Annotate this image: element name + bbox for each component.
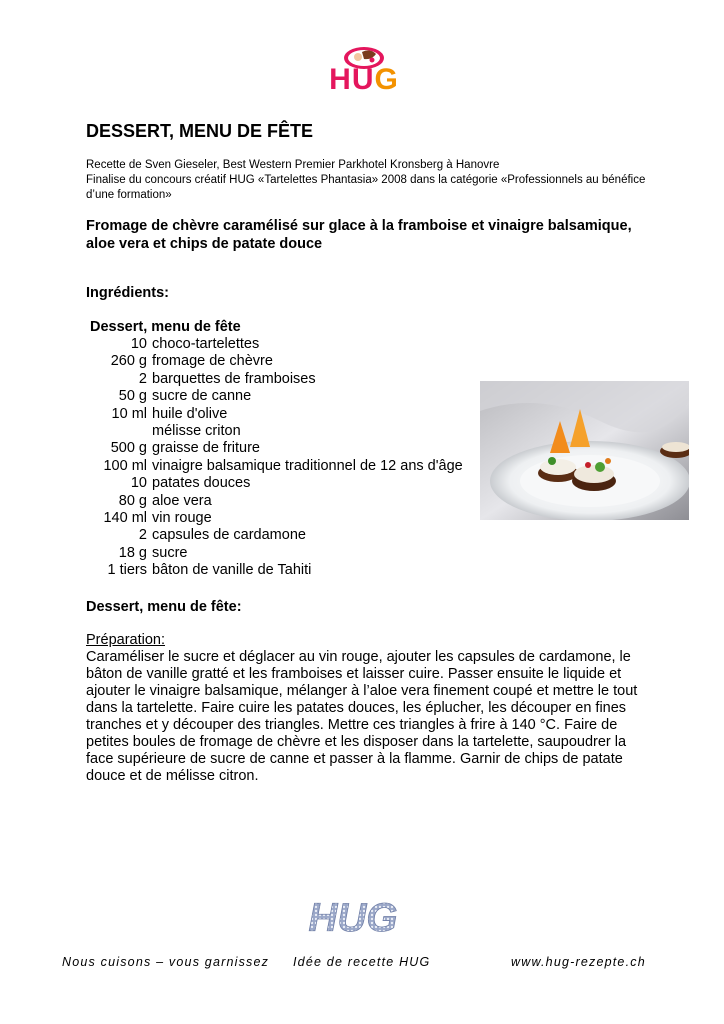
ingredient-name: choco-tartelettes [152,336,260,352]
ingredient-row [86,371,463,388]
preparation-text: Caraméliser le sucre et déglacer au vin rouge, ajouter les capsules de cardamone, le bâton de vanille gratté et les framboises et laisser cuire. Passer ensuite le liquide et ajouter le vinaigre balsamique, mélanger à l’aloe vera finement coupé et mettre le tout dans la tartelette. Faire cuire les patates douces, les éplucher, les découper en fines tranches et y découper des triangles. Mettre ces triangles à frire à 140 °C. Faire de petites boules de fromage de chèvre et les disposer dans la tartelette, saupoudrer la face supérieure de sucre de canne et passer à la flamme. Garnir de chips de patate douce et de mélisse citron. [86,649,638,784]
hug-logo-top [318,44,410,102]
ingredient-name: huile d'olive [152,405,228,422]
ingredient-list [86,336,463,580]
competition-note: Finalise du concours créatif HUG «Tartelettes Phantasia» 2008 dans la catégorie «Professionnels au bénéfice d’une formation» [86,174,646,201]
ingredient-row [86,388,463,405]
ingredient-quantity: 80 g [118,492,147,509]
ingredient-row [86,458,463,475]
logo-wordmark [318,62,410,98]
ingredient-name: sucre de canne [152,388,252,405]
ingredient-quantity: 100 ml [103,457,147,474]
ingredient-name: vinaigre balsamique traditionnel de 12 ans d'âge [152,457,463,474]
ingredient-row [86,406,463,423]
ingredient-row [86,336,463,353]
hug-logo-bottom [298,893,408,939]
ingredient-row [86,545,463,562]
logo-letter-h: H [329,63,352,96]
ingredient-row [86,423,463,440]
ingredient-quantity: 500 g [110,440,147,457]
logo-letter-u: U [351,63,375,96]
ingredient-name: barquettes de framboises [152,370,316,387]
recipe-author: Recette de Sven Gieseler, Best Western Premier Parkhotel Kronsberg à Hanovre [86,159,500,171]
ingredient-quantity: 10 [130,336,147,352]
logo-letter-g: G [374,63,399,96]
ingredient-row [86,353,463,370]
footer-website-link[interactable]: www.hug-rezepte.ch [511,955,646,969]
footer-idea: Idée de recette HUG [293,955,431,969]
ingredient-row [86,510,463,527]
ingredient-name: bâton de vanille de Tahiti [152,562,312,579]
ingredients-heading: Ingrédients: [86,285,169,301]
ingredient-quantity [86,423,152,440]
ingredient-group-heading: Dessert, menu de fête [90,319,241,335]
dessert-photo [480,381,689,520]
ingredient-quantity: 2 [138,370,147,387]
ingredient-quantity: 1 tiers [107,562,147,579]
ingredient-name: capsules de cardamone [152,527,306,544]
ingredient-name: patates douces [152,475,251,492]
ingredient-quantity: 260 g [110,353,147,370]
ingredient-name: mélisse criton [152,423,241,440]
ingredient-name: graisse de friture [152,440,260,457]
ingredient-name: vin rouge [152,510,212,527]
ingredient-row [86,440,463,457]
ingredient-name: aloe vera [152,492,212,509]
ingredient-row [86,493,463,510]
ingredient-name: sucre [152,544,188,561]
ingredient-quantity: 18 g [118,544,147,561]
ingredient-name: fromage de chèvre [152,353,273,370]
ingredient-row [86,562,463,579]
ingredient-row [86,475,463,492]
recipe-subtitle: Fromage de chèvre caramélisé sur glace à la framboise et vinaigre balsamique, aloe vera et chips de patate douce [86,218,632,252]
page-title: DESSERT, MENU DE FÊTE [86,121,314,141]
ingredient-quantity: 2 [138,527,147,544]
ingredient-quantity: 10 ml [111,405,147,422]
ingredient-quantity: 10 [130,475,147,492]
preparation-label: Préparation: [86,632,165,648]
logo-bottom-text: HUG [308,896,398,939]
ingredient-row [86,527,463,544]
footer-slogan: Nous cuisons – vous garnissez [62,955,270,969]
ingredient-quantity: 140 ml [103,510,147,527]
preparation-section-heading: Dessert, menu de fête: [86,599,242,615]
ingredient-quantity: 50 g [118,388,147,405]
